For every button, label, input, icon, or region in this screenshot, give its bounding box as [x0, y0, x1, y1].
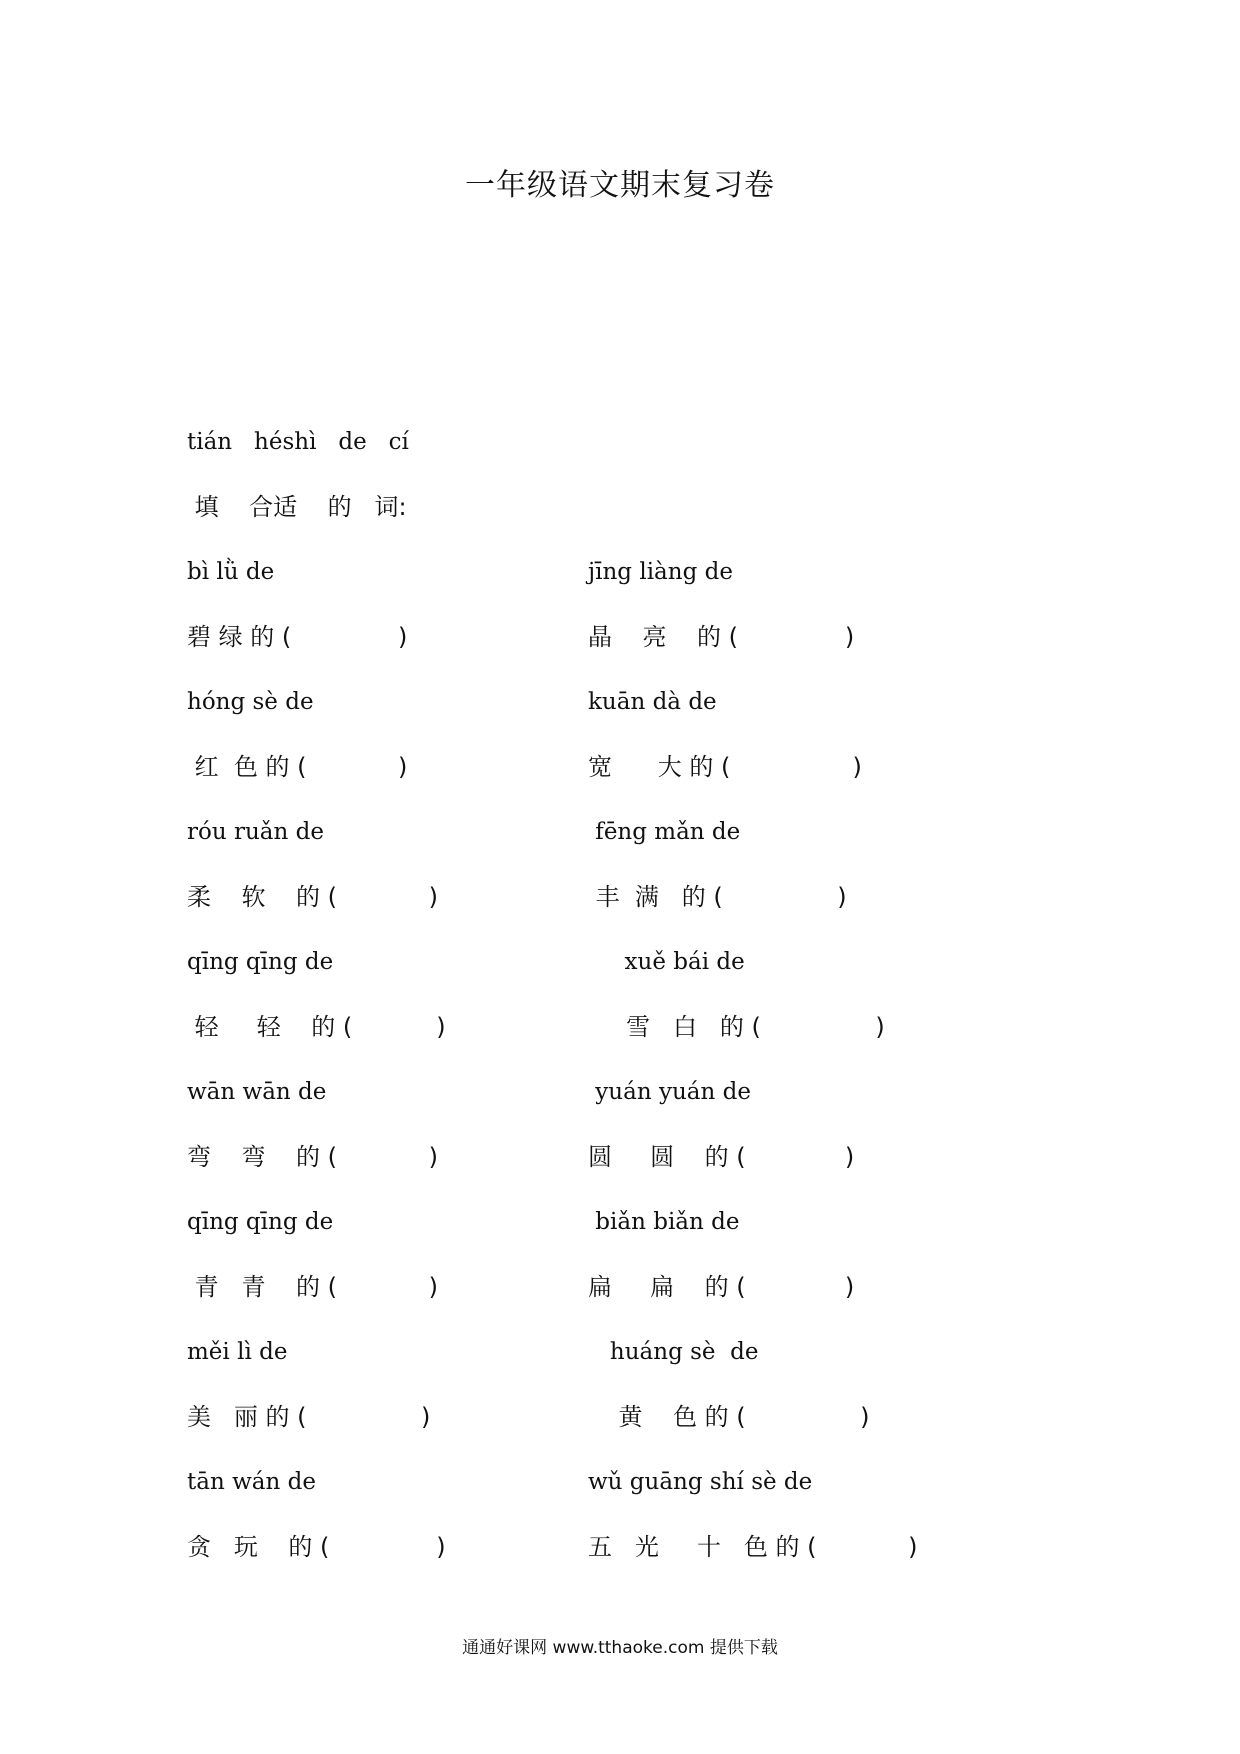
left-item: 红 色 的 ( ): [187, 753, 408, 781]
right-item: 晶 亮 的 ( ): [588, 623, 855, 651]
left-pinyin: róu ruǎn de: [187, 819, 324, 845]
left-pinyin: hóng sè de: [187, 689, 314, 715]
left-item: 贪 玩 的 ( ): [187, 1533, 446, 1561]
footer-text: 通通好课网 www.tthaoke.com 提供下载: [462, 1638, 778, 1658]
left-pinyin: wān wān de: [187, 1079, 327, 1105]
left-item: 美 丽 的 ( ): [187, 1403, 431, 1431]
right-pinyin: kuān dà de: [588, 689, 717, 715]
right-pinyin: wǔ guāng shí sè de: [588, 1469, 813, 1495]
left-pinyin: měi lì de: [187, 1339, 288, 1365]
section-label: 填 合适 的 词:: [187, 493, 407, 521]
right-item: 圆 圆 的 ( ): [588, 1143, 855, 1171]
right-item: 宽 大 的 ( ): [588, 753, 862, 781]
section-pinyin: tián héshì de cí: [187, 429, 409, 455]
left-pinyin: qīng qīng de: [187, 1209, 334, 1235]
right-item: 丰 满 的 ( ): [588, 883, 847, 911]
left-item: 碧 绿 的 ( ): [187, 623, 408, 651]
left-pinyin: tān wán de: [187, 1469, 316, 1495]
right-item: 五 光 十 色 的 ( ): [588, 1533, 918, 1561]
left-item: 柔 软 的 ( ): [187, 883, 438, 911]
right-pinyin: yuán yuán de: [588, 1079, 751, 1105]
right-pinyin: jīng liàng de: [588, 559, 733, 585]
page-title: 一年级语文期末复习卷: [465, 168, 775, 203]
right-pinyin: biǎn biǎn de: [588, 1209, 740, 1235]
left-item: 弯 弯 的 ( ): [187, 1143, 438, 1171]
right-pinyin: huáng sè de: [588, 1339, 759, 1365]
right-pinyin: fēng mǎn de: [588, 819, 741, 845]
left-item: 青 青 的 ( ): [187, 1273, 438, 1301]
right-item: 黄 色 的 ( ): [588, 1403, 870, 1431]
right-pinyin: xuě bái de: [588, 949, 745, 975]
left-pinyin: qīng qīng de: [187, 949, 334, 975]
left-item: 轻 轻 的 ( ): [187, 1013, 446, 1041]
right-item: 扁 扁 的 ( ): [588, 1273, 855, 1301]
left-pinyin: bì lǜ de: [187, 559, 275, 585]
right-item: 雪 白 的 ( ): [588, 1013, 885, 1041]
